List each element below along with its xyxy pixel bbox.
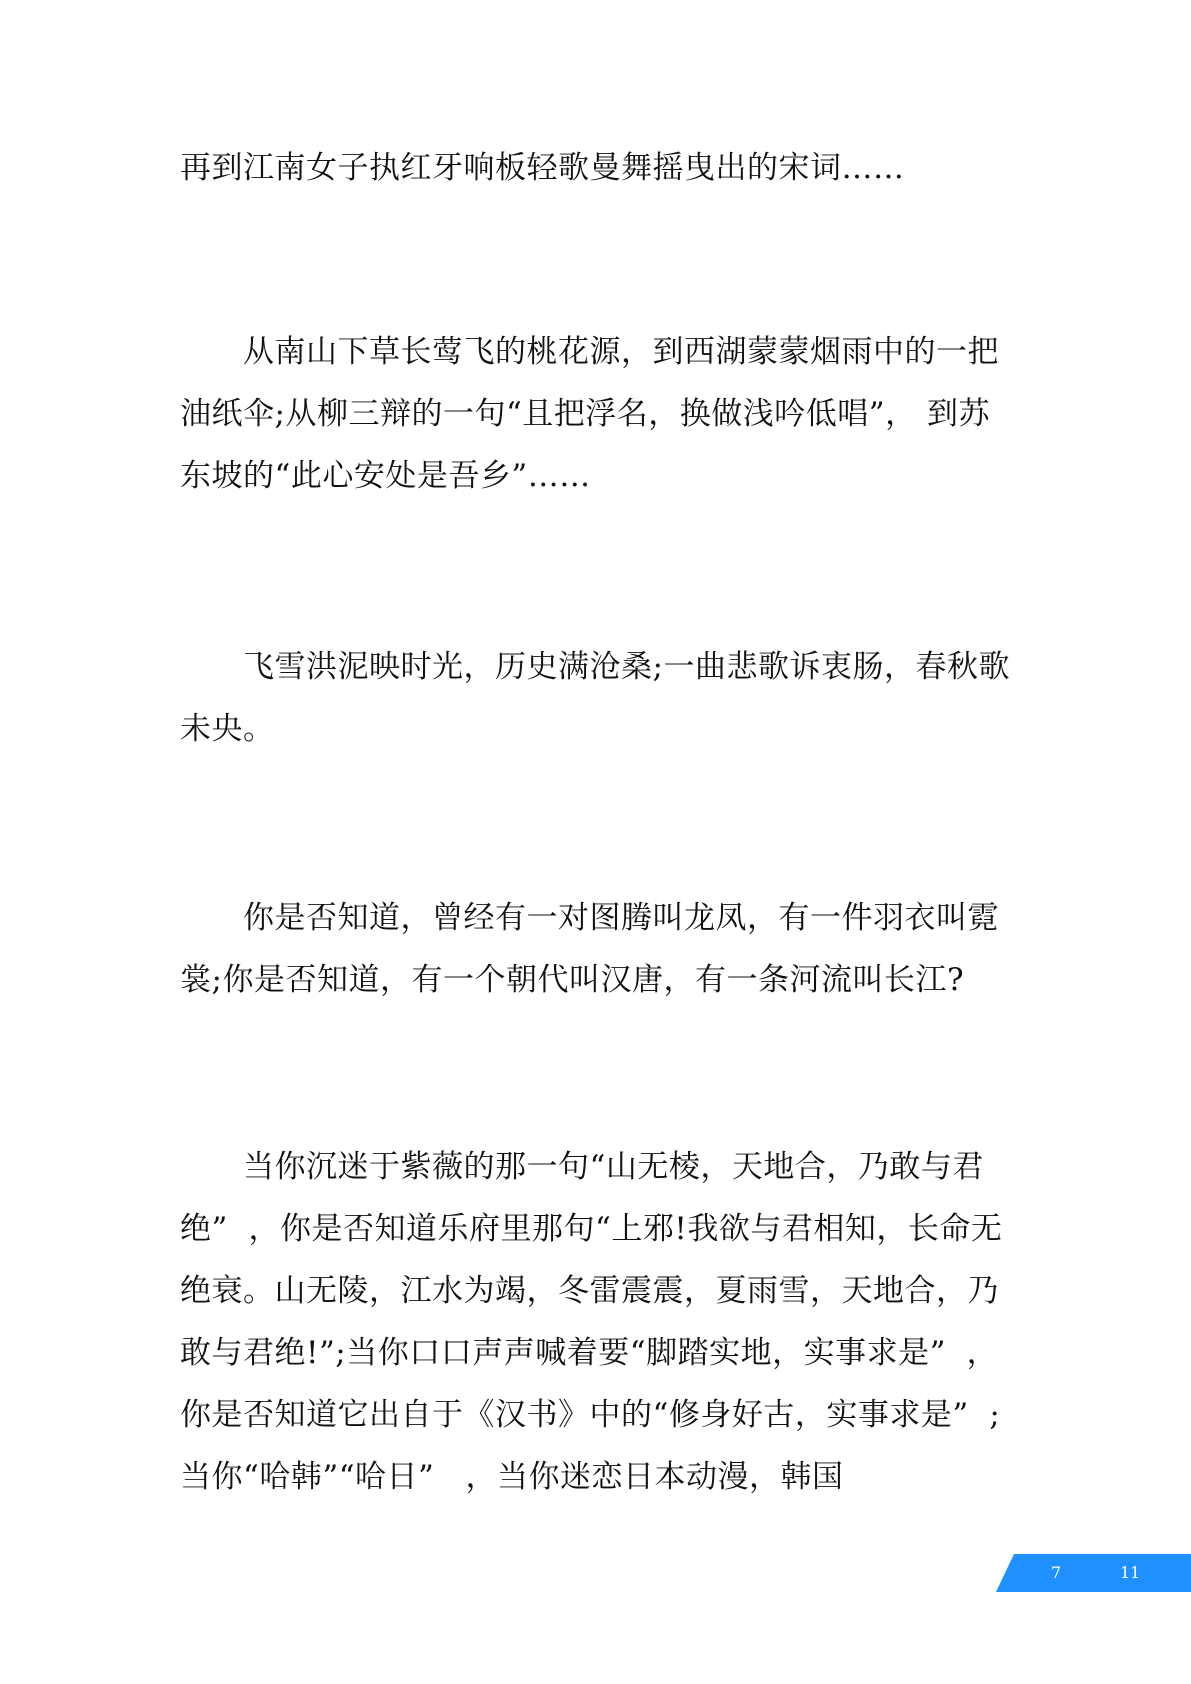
paragraph-2: 从南山下草长莺飞的桃花源，到西湖蒙蒙烟雨中的一把油纸伞;从柳三辩的一句“且把浮名，换做浅吟低唱”， 到苏东坡的“此心安处是吾乡”…… xyxy=(180,334,999,494)
paragraph-3: 飞雪洪泥映时光，历史满沧桑;一曲悲歌诉衷肠，春秋歌未央。 xyxy=(180,649,1010,747)
current-page-number: 7 xyxy=(1051,1563,1062,1582)
paragraph-5: 当你沉迷于紫薇的那一句“山无棱，天地合，乃敢与君绝” ，你是否知道乐府里那句“上邪!我欲与君相知，长命无绝衰。山无陵，江水为竭，冬雷震震，夏雨雪，天地合，乃敢与君绝!”;当你口口声声喊着要“脚踏实地，实事求是” ，你是否知道它出自于《汉书》中的“修身好古，实事求是” ;当你“哈韩”“哈日” ，当你迷恋日本动漫，韩国 xyxy=(180,1149,1003,1495)
page-number-bar xyxy=(996,1554,1191,1592)
paragraph-1: 再到江南女子执红牙响板轻歌曼舞摇曳出的宋词…… xyxy=(180,150,905,186)
total-pages-number: 11 xyxy=(1120,1563,1141,1582)
paragraph-4: 你是否知道，曾经有一对图腾叫龙凤，有一件羽衣叫霓裳;你是否知道，有一个朝代叫汉唐，有一条河流叫长江? xyxy=(180,900,999,998)
page-number-bar-shape xyxy=(996,1554,1191,1592)
